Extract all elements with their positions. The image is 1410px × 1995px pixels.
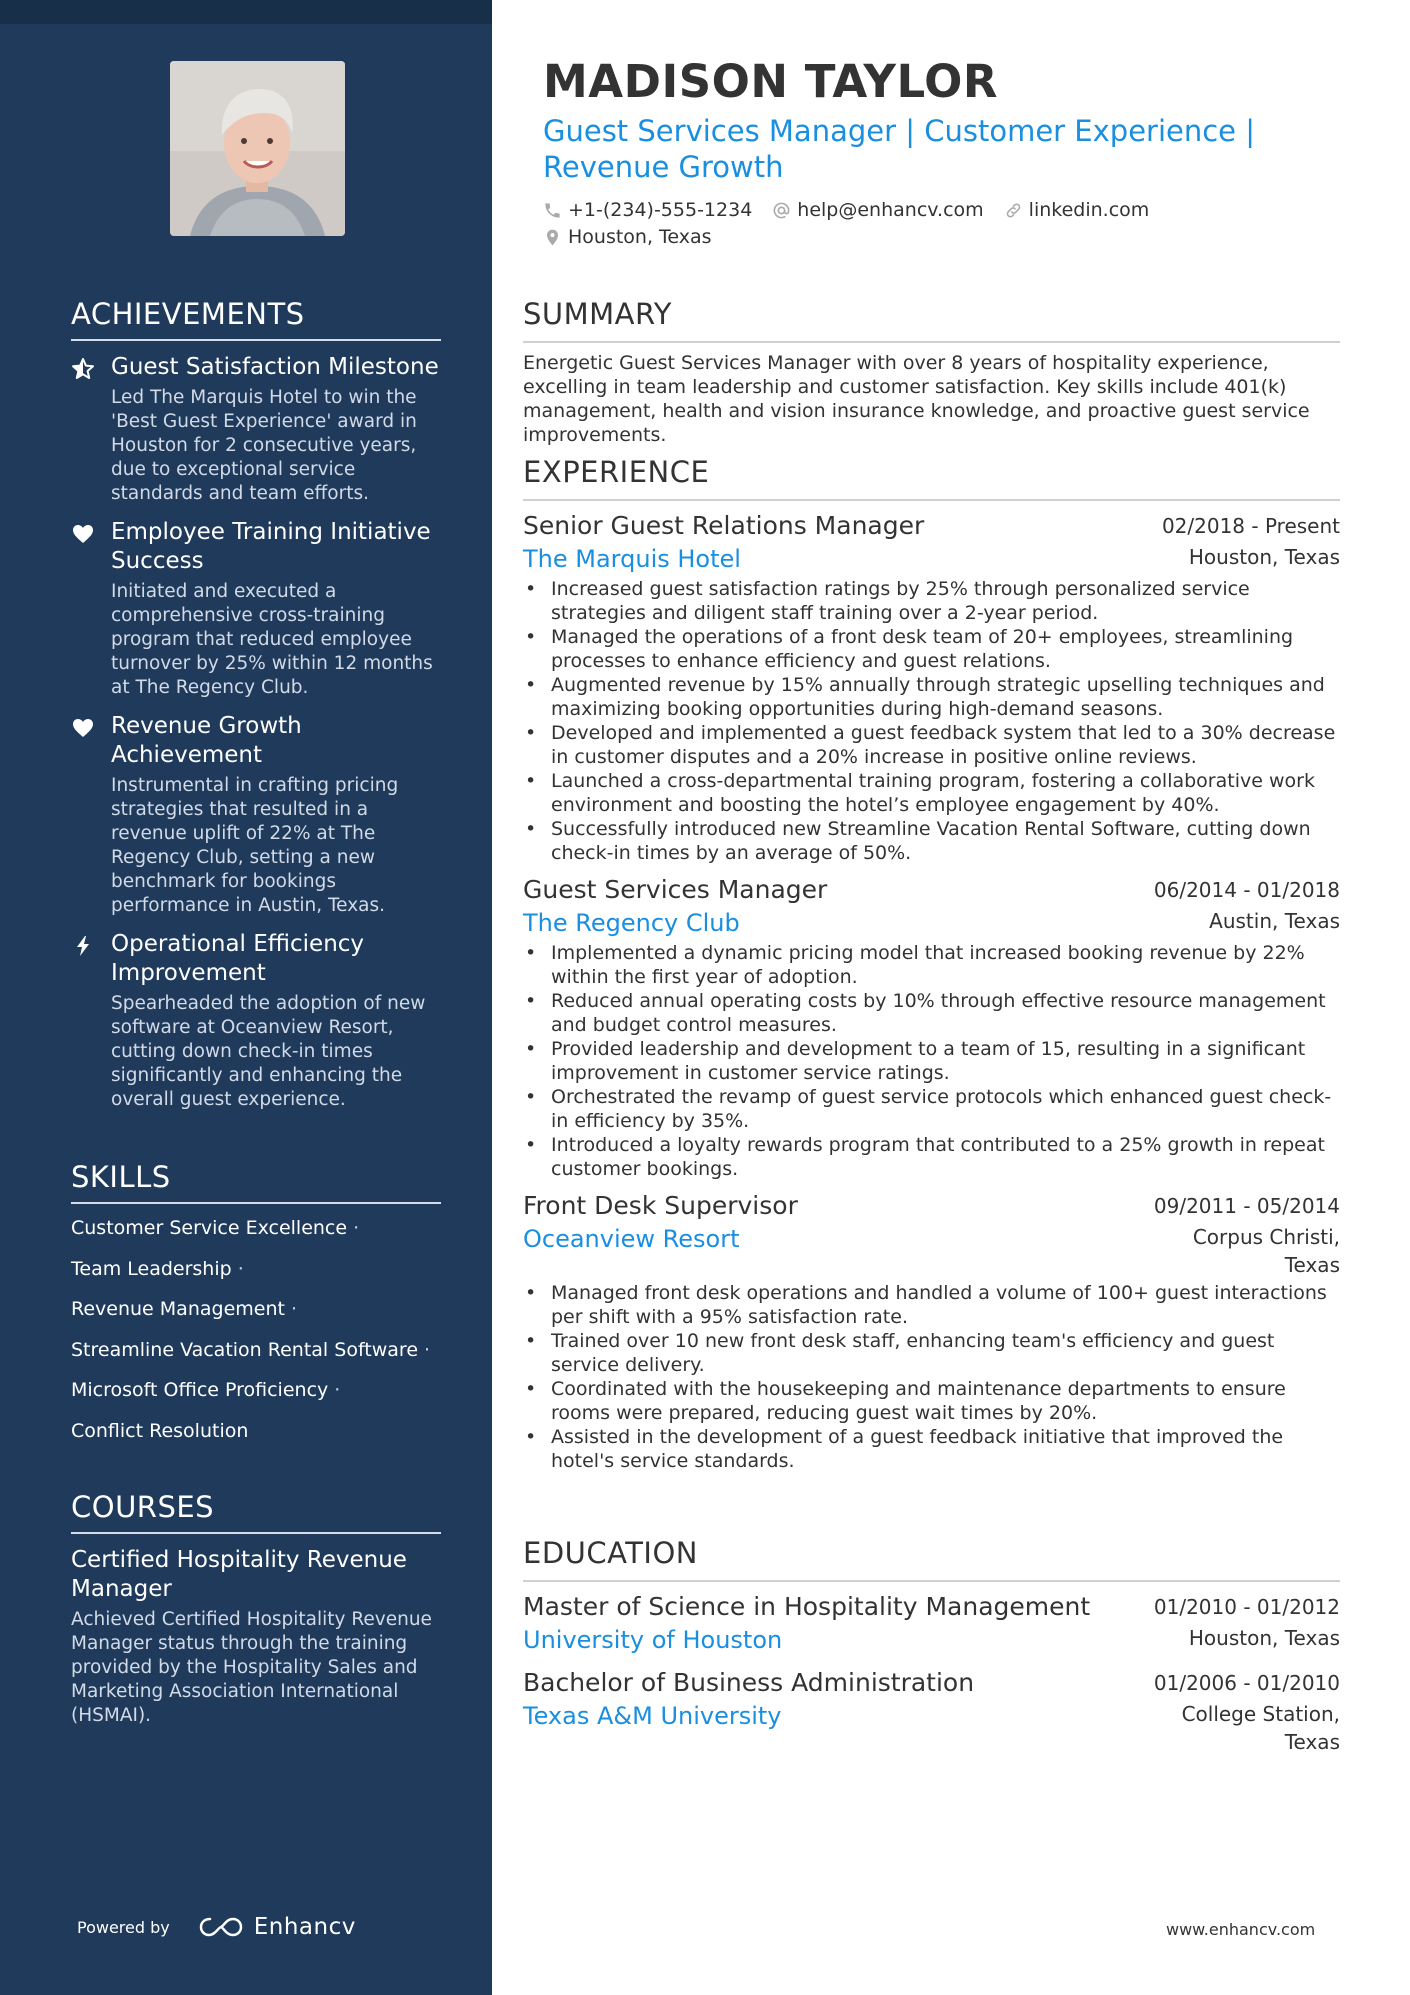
contact-linkedin [1004,199,1150,221]
job-bullet: • Increased guest satisfaction ratings by 25% through personalized service strategies and diligent staff training over a 2-year period. [523,577,1340,625]
star-half-icon [71,353,111,506]
skill-label: Microsoft Office Proficiency [71,1379,329,1401]
job-title: Guest Services Manager [523,875,828,904]
main-content [523,0,1338,1995]
job-entry [523,873,1340,1181]
achievements-section [71,297,441,1124]
job-bullets [523,1281,1340,1473]
skill-separator: · [424,1338,431,1361]
skill-item [71,1297,441,1321]
company-name: The Marquis Hotel [523,545,741,573]
powered-by [77,1914,356,1940]
skill-item [71,1338,441,1362]
job-location: Corpus Christi, Texas [1192,1225,1340,1277]
job-bullet: • Assisted in the development of a guest feedback initiative that improved the hotel's service standards. [523,1425,1340,1473]
job-entry [523,1189,1340,1473]
course-title: Certified Hospitality Revenue Manager [71,1547,407,1602]
location-text: Houston, Texas [568,226,712,248]
job-dates: 06/2014 - 01/2018 [1153,878,1340,902]
at-icon [772,201,791,220]
achievement-description: Instrumental in crafting pricing strategies that resulted in a revenue uplift of 22% at The Regency Club, setting a new benchmark for bookings performance in Austin, Texas. [111,775,399,916]
school-name: University of Houston [523,1626,783,1654]
website-link[interactable]: www.enhancv.com [1166,1920,1316,1939]
job-bullet: • Developed and implemented a guest feedback system that led to a 30% decrease in customer disputes and a 20% increase in positive online reviews. [523,721,1340,769]
skill-separator: · [290,1298,297,1320]
achievement-item [71,353,441,506]
education-section [523,1536,1340,1766]
education-dates: 01/2006 - 01/2010 [1153,1671,1340,1695]
summary-text: Energetic Guest Services Manager with over 8 years of hospitality experience, excelling in team leadership and customer satisfaction. Key skills include 401(k) management, health and vision insurance knowledge, and proactive guest service improvements. [523,352,1310,446]
experience-section [523,455,1340,1481]
achievement-item [71,518,441,700]
company-name: Oceanview Resort [523,1225,740,1253]
contact-email [772,199,983,221]
skill-label: Streamline Vacation Rental Software [71,1338,419,1361]
powered-by-label: Powered by [77,1917,170,1937]
contact-phone [543,199,752,221]
education-dates: 01/2010 - 01/2012 [1153,1595,1340,1619]
powered-by-brand: Enhancv [253,1914,356,1940]
profile-photo-image [170,61,345,236]
phone-text: +1-(234)-555-1234 [568,199,753,221]
achievement-description: Initiated and executed a comprehensive cross-training program that reduced employee turnover by 25% within 12 months at The Regency Club. [111,581,433,698]
contact-location [543,226,712,248]
achievement-title: Employee Training Initiative Success [111,519,431,574]
course-description: Achieved Certified Hospitality Revenue Manager status through the training provided by the Hospitality Sales and Marketing Association International (HSMAI). [71,1609,432,1726]
school-location: College Station, Texas [1181,1702,1340,1754]
school-location: Houston, Texas [1188,1626,1340,1650]
enhancv-logo-icon [198,1914,244,1940]
job-bullet: • Managed front desk operations and handled a volume of 100+ guest interactions per shift with a 95% satisfaction rate. [523,1281,1340,1329]
job-bullet: • Orchestrated the revamp of guest service protocols which enhanced guest check-in efficiency by 35%. [523,1085,1340,1133]
job-dates: 02/2018 - Present [1161,514,1340,538]
job-bullet: • Introduced a loyalty rewards program that contributed to a 25% growth in repeat customer bookings. [523,1133,1340,1181]
achievement-title: Revenue Growth Achievement [111,713,302,768]
link-icon [1004,201,1023,220]
achievement-title: Operational Efficiency Improvement [111,931,365,986]
skill-label: Customer Service Excellence [71,1217,348,1239]
lightning-icon [71,930,111,1112]
contact-row-location [543,226,732,248]
achievement-item [71,930,441,1112]
job-title: Front Desk Supervisor [523,1191,798,1220]
location-pin-icon [543,228,562,247]
skill-item [71,1378,441,1402]
job-dates: 09/2011 - 05/2014 [1153,1194,1340,1218]
skill-label: Team Leadership [71,1257,232,1280]
skill-item [71,1419,441,1443]
job-location: Houston, Texas [1188,545,1340,569]
linkedin-link[interactable]: linkedin.com [1028,199,1150,221]
job-bullet: • Successfully introduced new Streamline Vacation Rental Software, cutting down check-in times by an average of 50%. [523,817,1340,865]
job-bullet: • Provided leadership and development to a team of 15, resulting in a significant improvement in customer service ratings. [523,1037,1340,1085]
job-bullets [523,941,1340,1181]
skills-heading: SKILLS [71,1160,441,1204]
job-bullet: • Launched a cross-departmental training program, fostering a collaborative work environment and boosting the hotel’s employee engagement by 40%. [523,769,1340,817]
achievement-description: Spearheaded the adoption of new software at Oceanview Resort, cutting down check-in times significantly and enhancing the overall guest experience. [111,993,426,1110]
profile-photo [170,61,345,236]
achievements-heading: ACHIEVEMENTS [71,297,441,341]
education-heading: EDUCATION [523,1536,1340,1582]
skill-item [71,1257,441,1281]
achievement-description: Led The Marquis Hotel to win the 'Best Guest Experience' award in Houston for 2 consecutive years, due to exceptional service standards and team efforts. [111,387,417,504]
achievement-title: Guest Satisfaction Milestone [111,354,439,380]
courses-section [71,1490,441,1728]
degree-title: Master of Science in Hospitality Management [523,1592,1091,1621]
job-bullet: • Implemented a dynamic pricing model that increased booking revenue by 22% within the first year of adoption. [523,941,1340,989]
summary-heading: SUMMARY [523,297,1340,343]
skill-label: Revenue Management [71,1298,285,1320]
candidate-name: MADISON TAYLOR [543,55,998,108]
email-link[interactable]: help@enhancv.com [797,199,984,221]
contact-row [543,199,1169,221]
skill-separator: · [237,1257,244,1280]
school-name: Texas A&M University [523,1702,782,1730]
skill-separator: · [334,1379,341,1401]
skill-item [71,1216,441,1240]
achievement-item [71,712,441,918]
company-name: The Regency Club [523,909,740,937]
skills-section [71,1160,441,1459]
course-item [71,1546,441,1728]
skill-label: Conflict Resolution [71,1419,249,1442]
skill-separator: · [353,1217,360,1239]
job-bullet: • Coordinated with the housekeeping and maintenance departments to ensure rooms were prepared, reducing guest wait times by 20%. [523,1377,1340,1425]
education-entry [523,1590,1340,1656]
job-entry [523,509,1340,865]
job-bullet: • Augmented revenue by 15% annually through strategic upselling techniques and maximizing booking opportunities during high-demand seasons. [523,673,1340,721]
job-bullet: • Reduced annual operating costs by 10% through effective resource management and budget control measures. [523,989,1340,1037]
phone-icon [543,201,562,220]
job-location: Austin, Texas [1209,909,1340,933]
degree-title: Bachelor of Business Administration [523,1668,975,1697]
job-bullet: • Managed the operations of a front desk team of 20+ employees, streamlining processes to enhance efficiency and guest relations. [523,625,1340,673]
sidebar [0,0,492,1995]
courses-heading: COURSES [71,1490,441,1534]
sidebar-top-band [0,0,492,24]
job-bullets [523,577,1340,865]
candidate-headline: Guest Services Manager | Customer Experience | Revenue Growth [543,114,1256,184]
job-bullet: • Trained over 10 new front desk staff, enhancing team's efficiency and guest service delivery. [523,1329,1340,1377]
heart-icon [71,518,111,700]
experience-heading: EXPERIENCE [523,455,1340,501]
job-title: Senior Guest Relations Manager [523,511,925,540]
education-entry [523,1666,1340,1756]
heart-icon [71,712,111,918]
summary-section [523,297,1340,447]
